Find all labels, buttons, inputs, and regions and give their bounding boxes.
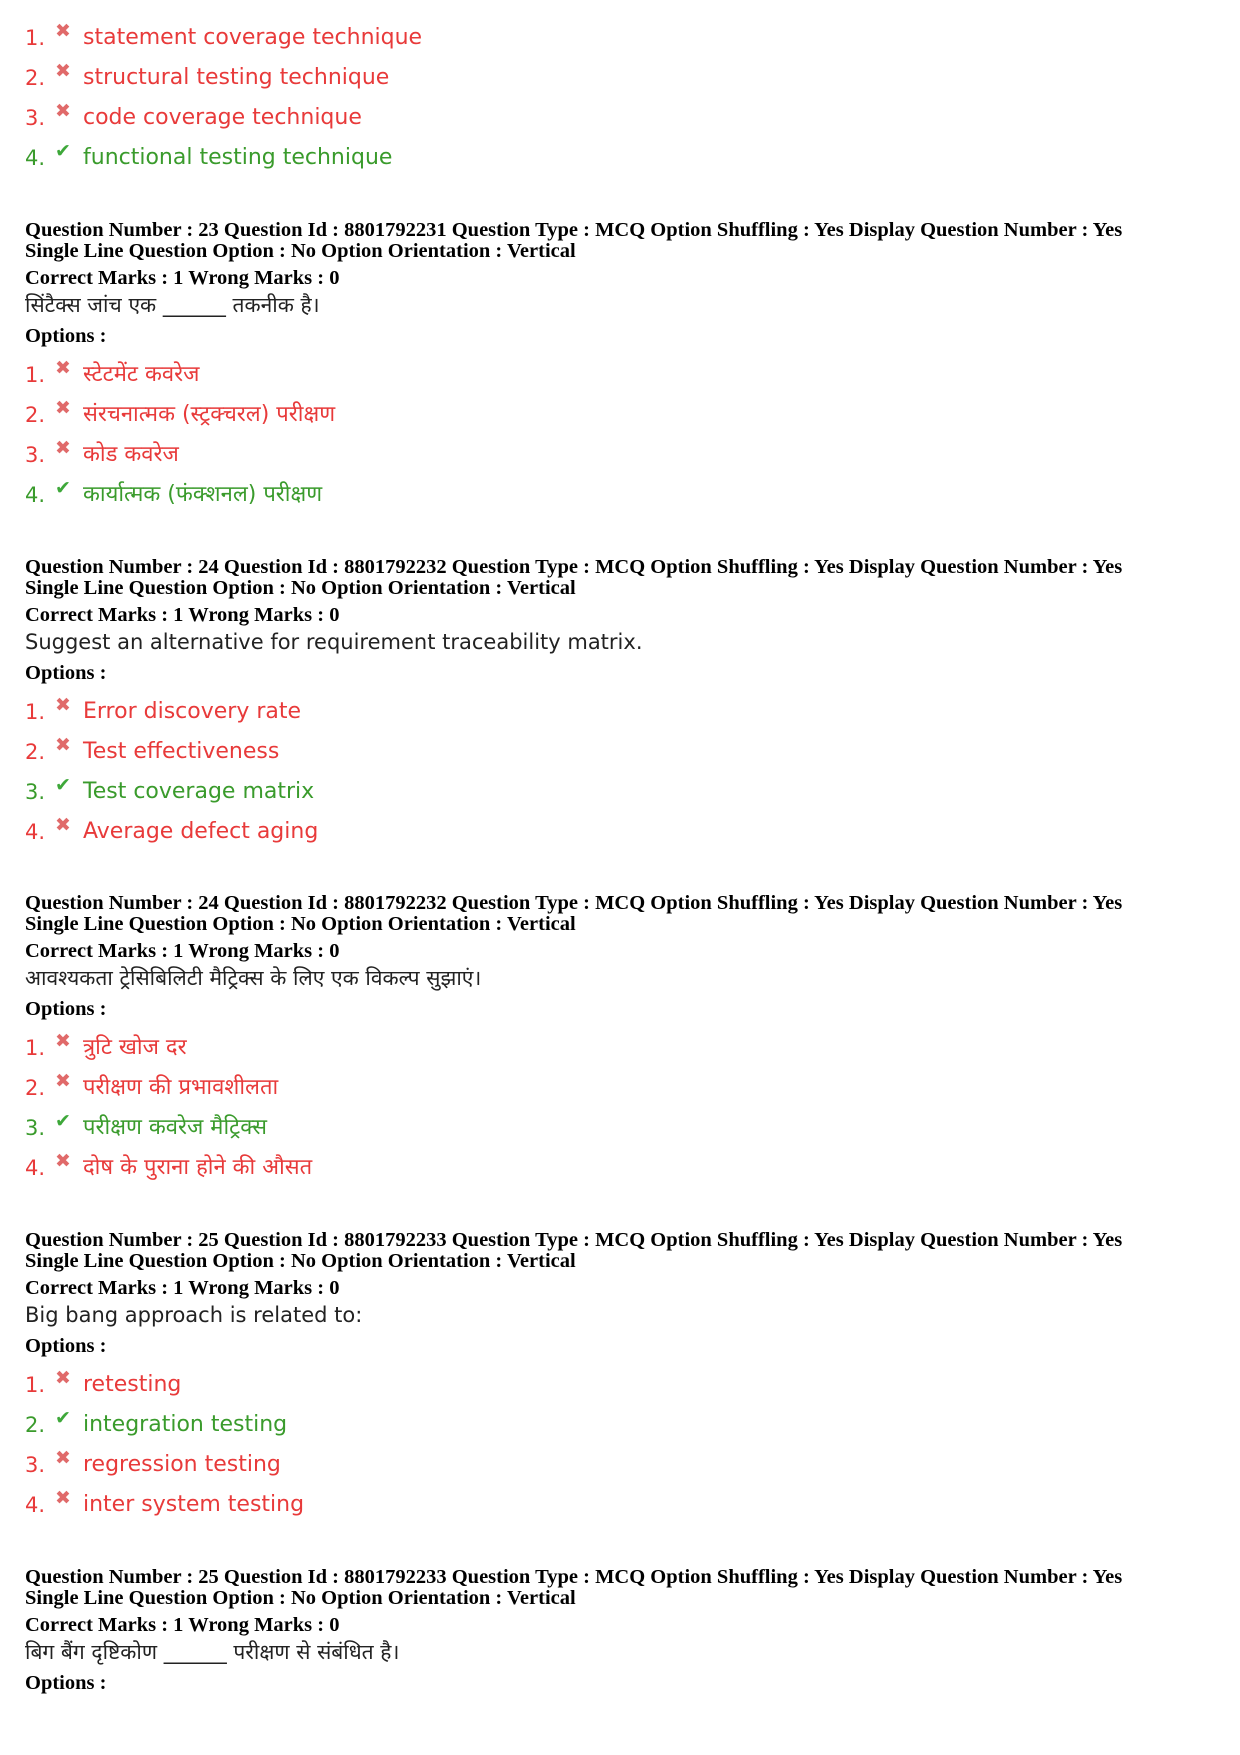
options-label: Options : <box>25 998 107 1020</box>
question-meta-line2: Single Line Question Option : No Option Orientation : Vertical <box>25 577 576 599</box>
question-meta-line1: Question Number : 25 Question Id : 8801792233 Question Type : MCQ Option Shuffling : Yes Display Question Number : Yes <box>25 1229 1123 1251</box>
cross-mark-icon: ✖ <box>55 1070 71 1092</box>
cross-mark-icon: ✖ <box>55 1150 71 1172</box>
option-row <box>25 98 1215 138</box>
check-mark-icon: ✔ <box>55 140 71 162</box>
cross-mark-icon: ✖ <box>55 60 71 82</box>
option-text: त्रुटि खोज दर <box>83 1035 187 1060</box>
question-text: आवश्यकता ट्रेसिबिलिटी मैट्रिक्स के लिए एक विकल्प सुझाएं। <box>25 966 482 990</box>
option-text: Test coverage matrix <box>83 779 315 804</box>
option-text: दोष के पुराना होने की औसत <box>83 1155 313 1180</box>
option-text: Test effectiveness <box>83 739 280 764</box>
cross-mark-icon: ✖ <box>55 694 71 716</box>
option-row <box>25 395 1215 435</box>
cross-mark-icon: ✖ <box>55 1487 71 1509</box>
question-text: बिग बैंग दृष्टिकोण ______ परीक्षण से संबंधित है। <box>25 1640 400 1664</box>
option-text: Average defect aging <box>83 819 319 844</box>
option-number: 4. <box>25 1156 46 1180</box>
option-row <box>25 1148 1215 1188</box>
option-row <box>25 18 1215 58</box>
option-text: retesting <box>83 1372 182 1397</box>
option-row <box>25 1068 1215 1108</box>
options-label: Options : <box>25 325 107 347</box>
question-text: Big bang approach is related to: <box>25 1303 363 1327</box>
option-row <box>25 475 1215 515</box>
question-meta-line2: Single Line Question Option : No Option Orientation : Vertical <box>25 1587 576 1609</box>
option-row <box>25 58 1215 98</box>
question-meta-line2: Single Line Question Option : No Option Orientation : Vertical <box>25 1250 576 1272</box>
question-text: सिंटैक्स जांच एक ______ तकनीक है। <box>25 293 320 317</box>
check-mark-icon: ✔ <box>55 477 71 499</box>
question-block-q25-hindi <box>25 1567 1215 1702</box>
previous-question-options <box>25 18 1215 178</box>
option-number: 1. <box>25 26 46 50</box>
option-number: 4. <box>25 1493 46 1517</box>
option-text: statement coverage technique <box>83 25 423 50</box>
question-marks: Correct Marks : 1 Wrong Marks : 0 <box>25 1614 340 1636</box>
question-block-q24-english <box>25 557 1215 852</box>
option-text: स्टेटमेंट कवरेज <box>83 362 200 387</box>
option-number: 2. <box>25 1076 46 1100</box>
question-meta-line1: Question Number : 24 Question Id : 8801792232 Question Type : MCQ Option Shuffling : Yes Display Question Number : Yes <box>25 556 1123 578</box>
option-row <box>25 1108 1215 1148</box>
option-text: regression testing <box>83 1452 281 1477</box>
cross-mark-icon: ✖ <box>55 814 71 836</box>
option-text: परीक्षण की प्रभावशीलता <box>83 1075 279 1100</box>
option-number: 2. <box>25 66 46 90</box>
option-text: परीक्षण कवरेज मैट्रिक्स <box>83 1115 267 1140</box>
cross-mark-icon: ✖ <box>55 100 71 122</box>
option-row <box>25 1445 1215 1485</box>
question-meta-line2: Single Line Question Option : No Option Orientation : Vertical <box>25 240 576 262</box>
option-number: 4. <box>25 146 46 170</box>
option-number: 1. <box>25 1036 46 1060</box>
cross-mark-icon: ✖ <box>55 397 71 419</box>
question-marks: Correct Marks : 1 Wrong Marks : 0 <box>25 267 340 289</box>
options-label: Options : <box>25 1335 107 1357</box>
question-marks: Correct Marks : 1 Wrong Marks : 0 <box>25 1277 340 1299</box>
question-meta-line2: Single Line Question Option : No Option Orientation : Vertical <box>25 913 576 935</box>
option-text: structural testing technique <box>83 65 390 90</box>
option-number: 2. <box>25 740 46 764</box>
option-text: कोड कवरेज <box>83 442 179 467</box>
question-meta-line1: Question Number : 23 Question Id : 8801792231 Question Type : MCQ Option Shuffling : Yes Display Question Number : Yes <box>25 219 1123 241</box>
question-marks: Correct Marks : 1 Wrong Marks : 0 <box>25 940 340 962</box>
option-text: कार्यात्मक (फंक्शनल) परीक्षण <box>83 482 323 507</box>
option-number: 3. <box>25 1116 46 1140</box>
question-meta-line1: Question Number : 25 Question Id : 8801792233 Question Type : MCQ Option Shuffling : Yes Display Question Number : Yes <box>25 1566 1123 1588</box>
option-row <box>25 1405 1215 1445</box>
question-block-q25-english <box>25 1230 1215 1525</box>
option-number: 2. <box>25 403 46 427</box>
option-text: code coverage technique <box>83 105 362 130</box>
option-number: 4. <box>25 483 46 507</box>
option-row <box>25 138 1215 178</box>
option-number: 1. <box>25 700 46 724</box>
option-text: Error discovery rate <box>83 699 302 724</box>
question-block-q24-hindi <box>25 893 1215 1188</box>
option-number: 1. <box>25 363 46 387</box>
option-row <box>25 435 1215 475</box>
option-text: integration testing <box>83 1412 288 1437</box>
option-number: 3. <box>25 780 46 804</box>
option-number: 2. <box>25 1413 46 1437</box>
option-row <box>25 1365 1215 1405</box>
question-text: Suggest an alternative for requirement traceability matrix. <box>25 630 643 654</box>
option-row <box>25 1485 1215 1525</box>
option-row <box>25 732 1215 772</box>
check-mark-icon: ✔ <box>55 1110 71 1132</box>
option-number: 3. <box>25 443 46 467</box>
question-meta-line1: Question Number : 24 Question Id : 8801792232 Question Type : MCQ Option Shuffling : Yes Display Question Number : Yes <box>25 892 1123 914</box>
question-block-q23-hindi <box>25 220 1215 515</box>
cross-mark-icon: ✖ <box>55 734 71 756</box>
option-row <box>25 1028 1215 1068</box>
option-row <box>25 692 1215 732</box>
check-mark-icon: ✔ <box>55 774 71 796</box>
option-number: 3. <box>25 1453 46 1477</box>
option-text: functional testing technique <box>83 145 393 170</box>
option-text: inter system testing <box>83 1492 305 1517</box>
cross-mark-icon: ✖ <box>55 437 71 459</box>
option-row <box>25 812 1215 852</box>
cross-mark-icon: ✖ <box>55 1367 71 1389</box>
option-row <box>25 772 1215 812</box>
cross-mark-icon: ✖ <box>55 20 71 42</box>
option-number: 4. <box>25 820 46 844</box>
option-number: 3. <box>25 106 46 130</box>
check-mark-icon: ✔ <box>55 1407 71 1429</box>
cross-mark-icon: ✖ <box>55 1030 71 1052</box>
options-label: Options : <box>25 662 107 684</box>
question-marks: Correct Marks : 1 Wrong Marks : 0 <box>25 604 340 626</box>
option-text: संरचनात्मक (स्ट्रक्चरल) परीक्षण <box>83 402 336 427</box>
cross-mark-icon: ✖ <box>55 357 71 379</box>
option-number: 1. <box>25 1373 46 1397</box>
options-label: Options : <box>25 1672 107 1694</box>
cross-mark-icon: ✖ <box>55 1447 71 1469</box>
option-row <box>25 355 1215 395</box>
